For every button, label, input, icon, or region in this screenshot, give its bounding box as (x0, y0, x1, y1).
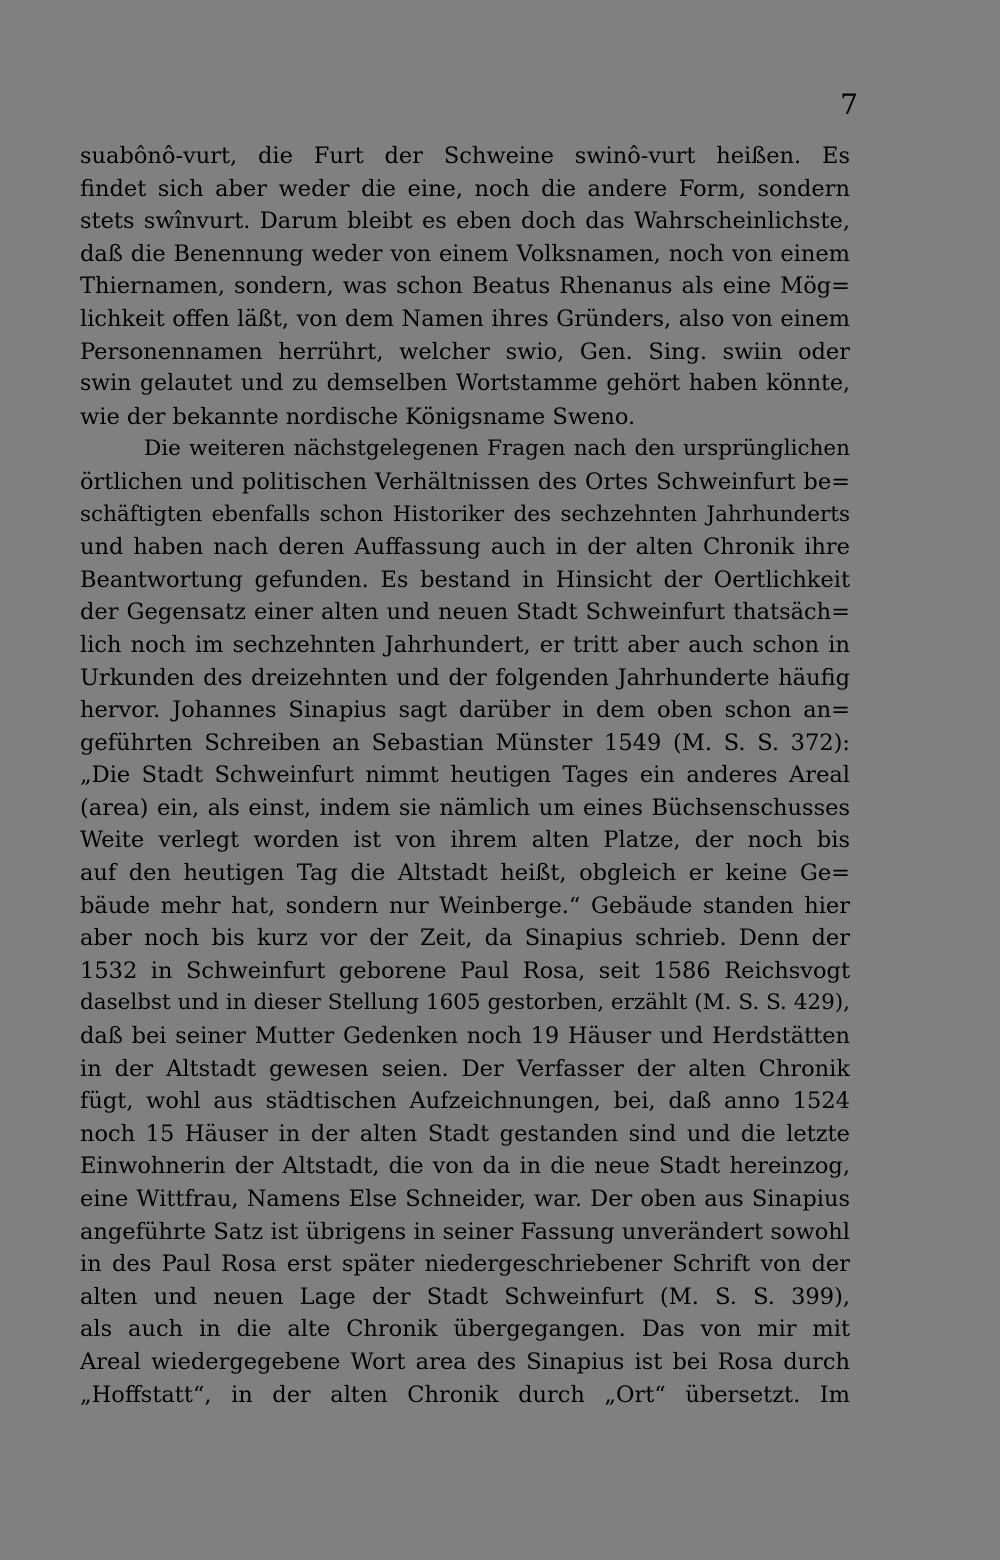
paragraph (80, 433, 850, 1411)
text-line: aber noch bis kurz vor der Zeit, da Sinapius schrieb. Denn der (80, 925, 850, 952)
text-line: in des Paul Rosa erst später niedergeschriebener Schrift von der (80, 1251, 850, 1278)
text-line: in der Altstadt gewesen seien. Der Verfasser der alten Chronik (80, 1055, 850, 1082)
text-line: lich noch im sechzehnten Jahrhundert, er tritt aber auch schon in (80, 631, 850, 658)
text-line: Beantwortung gefunden. Es bestand in Hinsicht der Oertlichkeit (80, 566, 850, 593)
text-line: „Hoffstatt“, in der alten Chronik durch „Ort“ übersetzt. Im (80, 1381, 850, 1408)
text-line: Thiernamen, sondern, was schon Beatus Rhenanus als eine Mög= (80, 273, 850, 300)
text-line: wie der bekannte nordische Königsname Sweno. (80, 403, 636, 430)
text-line: geführten Schreiben an Sebastian Münster 1549 (M. S. S. 372): (80, 729, 850, 756)
text-line: „Die Stadt Schweinfurt nimmt heutigen Tages ein anderes Areal (80, 762, 850, 789)
body-text (80, 140, 850, 1411)
text-line: bäude mehr hat, sondern nur Weinberge.“ Gebäude standen hier (80, 892, 850, 919)
text-line: noch 15 Häuser in der alten Stadt gestanden sind und die letzte (80, 1120, 850, 1147)
text-line: Personennamen herrührt, welcher swio, Gen. Sing. swiin oder (80, 338, 850, 365)
text-line: fügt, wohl aus städtischen Aufzeichnungen, bei, daß anno 1524 (80, 1088, 850, 1115)
text-line: Weite verlegt worden ist von ihrem alten Platze, der noch bis (80, 827, 850, 854)
text-line: Urkunden des dreizehnten und der folgenden Jahrhunderte häufig (80, 664, 850, 691)
text-line: auf den heutigen Tag die Altstadt heißt, obgleich er keine Ge= (80, 860, 850, 887)
text-line: örtlichen und politischen Verhältnissen des Ortes Schweinfurt be= (80, 468, 850, 495)
text-line: Die weiteren nächstgelegenen Fragen nach den ursprünglichen (144, 436, 850, 462)
text-line: swin gelautet und zu demselben Wortstamme gehört haben könnte, (80, 371, 850, 397)
page-number: 7 (840, 88, 858, 121)
text-line: hervor. Johannes Sinapius sagt darüber in dem oben schon an= (80, 697, 850, 724)
text-line: daß bei seiner Mutter Gedenken noch 19 Häuser und Herdstätten (80, 1023, 850, 1050)
text-line: der Gegensatz einer alten und neuen Stadt Schweinfurt thatsäch= (80, 599, 850, 626)
text-line: findet sich aber weder die eine, noch die andere Form, sondern (80, 175, 850, 202)
text-line: Einwohnerin der Altstadt, die von da in die neue Stadt hereinzog, (80, 1153, 850, 1180)
text-line: eine Wittfrau, Namens Else Schneider, war. Der oben aus Sinapius (80, 1186, 850, 1212)
text-line: als auch in die alte Chronik übergegangen. Das von mir mit (80, 1316, 850, 1343)
text-line: lichkeit offen läßt, von dem Namen ihres Gründers, also von einem (80, 305, 850, 332)
text-line: alten und neuen Lage der Stadt Schweinfurt (M. S. S. 399), (80, 1283, 850, 1310)
text-line: Areal wiedergegebene Wort area des Sinapius ist bei Rosa durch (80, 1348, 850, 1375)
text-line: schäftigten ebenfalls schon Historiker des sechzehnten Jahrhunderts (80, 501, 850, 527)
text-line: daß die Benennung weder von einem Volksnamen, noch von einem (80, 240, 850, 267)
text-line: (area) ein, als einst, indem sie nämlich um eines Büchsenschusses (80, 794, 850, 821)
text-line: 1532 in Schweinfurt geborene Paul Rosa, seit 1586 Reichsvogt (80, 957, 850, 984)
text-line: angeführte Satz ist übrigens in seiner Fassung unverändert sowohl (80, 1218, 850, 1245)
paragraph (80, 140, 850, 433)
text-line: daselbst und in dieser Stellung 1605 gestorben, erzählt (M. S. S. 429), (80, 990, 850, 1016)
text-line: suabônô-vurt, die Furt der Schweine swinô-vurt heißen. Es (80, 143, 850, 169)
text-line: stets swînvurt. Darum bleibt es eben doch das Wahrscheinlichste, (80, 208, 850, 235)
text-line: und haben nach deren Auffassung auch in der alten Chronik ihre (80, 534, 850, 561)
